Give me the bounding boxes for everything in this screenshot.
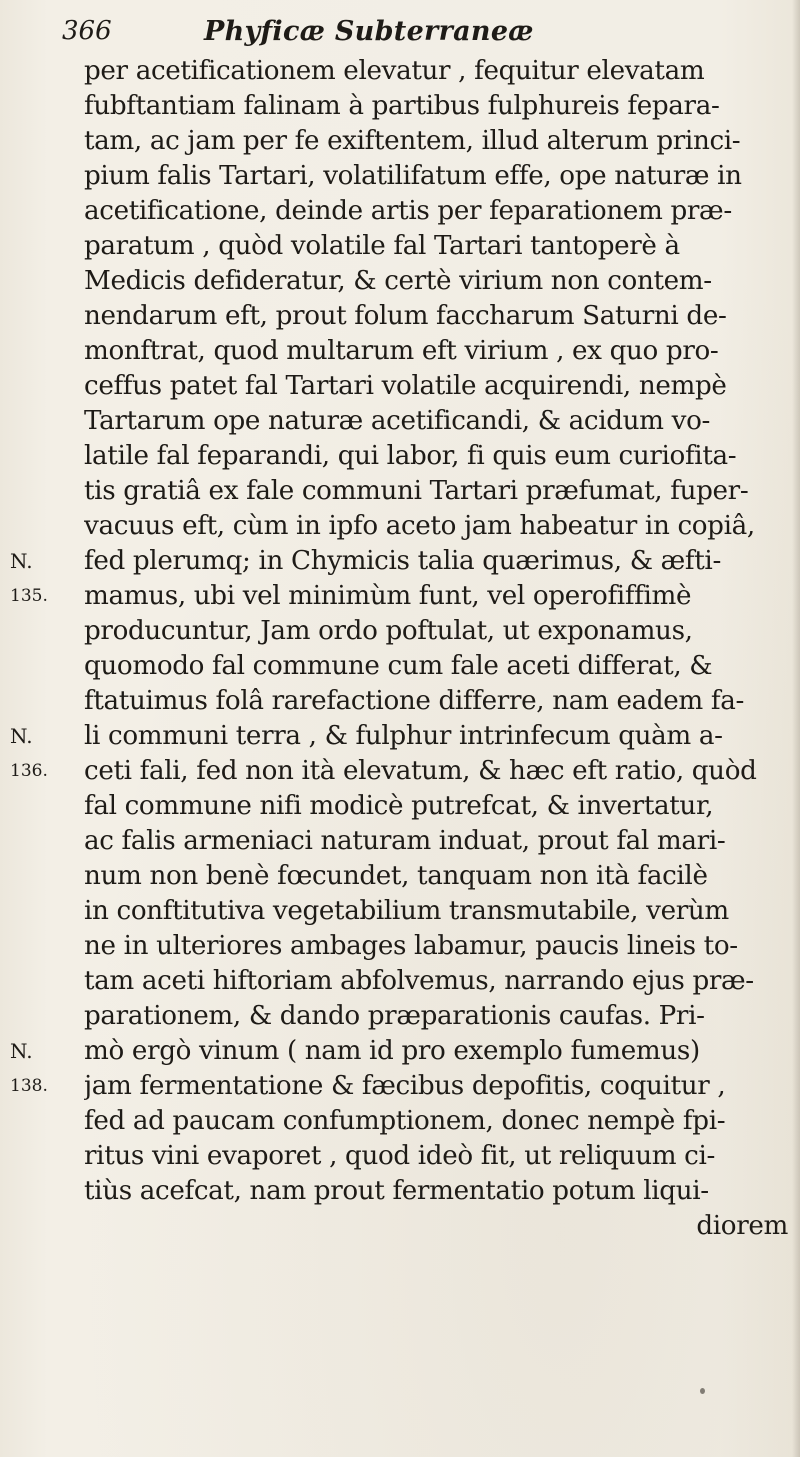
text-line: tiùs acefcat, nam prout fermentatio potum liqui- xyxy=(84,1176,709,1206)
text-line: tam, ac jam per fe exiftentem, illud alterum princi- xyxy=(84,126,741,156)
text-line: monftrat, quod multarum eft virium , ex quo pro- xyxy=(84,336,719,366)
text-line: quomodo fal commune cum fale aceti differat, & xyxy=(84,651,713,681)
text-line: ceti fali, fed non ità elevatum, & hæc eft ratio, quòd xyxy=(84,756,757,786)
text-line: fed plerumq; in Chymicis talia quærimus, & æfti- xyxy=(84,546,721,576)
margin-note: 136. xyxy=(10,761,48,781)
margin-note: N. xyxy=(10,724,33,748)
text-line: fal commune nifi modicè putrefcat, & invertatur, xyxy=(84,791,714,821)
text-line: producuntur, Jam ordo poftulat, ut exponamus, xyxy=(84,616,693,646)
text-line: tam aceti hiftoriam abfolvemus, narrando ejus præ- xyxy=(84,966,754,996)
text-line: tis gratiâ ex fale communi Tartari præfumat, fuper- xyxy=(84,476,749,506)
text-line: in conftitutiva vegetabilium transmutabile, verùm xyxy=(84,896,729,926)
margin-note: N. xyxy=(10,549,33,573)
text-line: diorem xyxy=(696,1211,788,1241)
text-line: fed ad paucam confumptionem, donec nempè fpi- xyxy=(84,1106,726,1136)
page-header xyxy=(62,14,762,54)
margin-note: 138. xyxy=(10,1076,48,1096)
body-text xyxy=(84,54,800,1244)
text-line: ftatuimus folâ rarefactione differre, nam eadem fa- xyxy=(84,686,744,716)
text-line: num non benè fœcundet, tanquam non ità facilè xyxy=(84,861,708,891)
text-line: mamus, ubi vel minimùm funt, vel operofiffimè xyxy=(84,581,692,611)
text-line: jam fermentatione & fæcibus depofitis, coquitur , xyxy=(84,1071,726,1101)
text-line: Tartarum ope naturæ acetificandi, & acidum vo- xyxy=(84,406,710,436)
text-line: latile fal feparandi, qui labor, fi quis eum curiofita- xyxy=(84,441,737,471)
text-line: li communi terra , & fulphur intrinfecum quàm a- xyxy=(84,721,723,751)
margin-note: 135. xyxy=(10,586,48,606)
text-line: fubftantiam falinam à partibus fulphureis fepara- xyxy=(84,91,720,121)
text-line: ceffus patet fal Tartari volatile acquirendi, nempè xyxy=(84,371,727,401)
text-line: mò ergò vinum ( nam id pro exemplo fumemus) xyxy=(84,1036,700,1066)
text-line: per acetificationem elevatur , fequitur elevatam xyxy=(84,56,705,86)
ink-spot xyxy=(700,1388,705,1394)
running-head: Phyficæ Subterraneæ xyxy=(204,16,534,47)
margin-note: N. xyxy=(10,1039,33,1063)
page-number: 366 xyxy=(62,16,112,46)
text-line: acetificatione, deinde artis per feparationem præ- xyxy=(84,196,732,226)
text-line: vacuus eft, cùm in ipfo aceto jam habeatur in copiâ, xyxy=(84,511,755,541)
text-line: pium falis Tartari, volatilifatum effe, ope naturæ in xyxy=(84,161,742,191)
text-line: paratum , quòd volatile fal Tartari tantoperè à xyxy=(84,231,680,261)
text-line: Medicis defideratur, & certè virium non contem- xyxy=(84,266,712,296)
text-line: ne in ulteriores ambages labamur, paucis lineis to- xyxy=(84,931,738,961)
text-line: parationem, & dando præparationis caufas. Pri- xyxy=(84,1001,705,1031)
text-line: nendarum eft, prout folum faccharum Saturni de- xyxy=(84,301,727,331)
text-line: ritus vini evaporet , quod ideò fit, ut reliquum ci- xyxy=(84,1141,716,1171)
text-line: ac falis armeniaci naturam induat, prout fal mari- xyxy=(84,826,726,856)
